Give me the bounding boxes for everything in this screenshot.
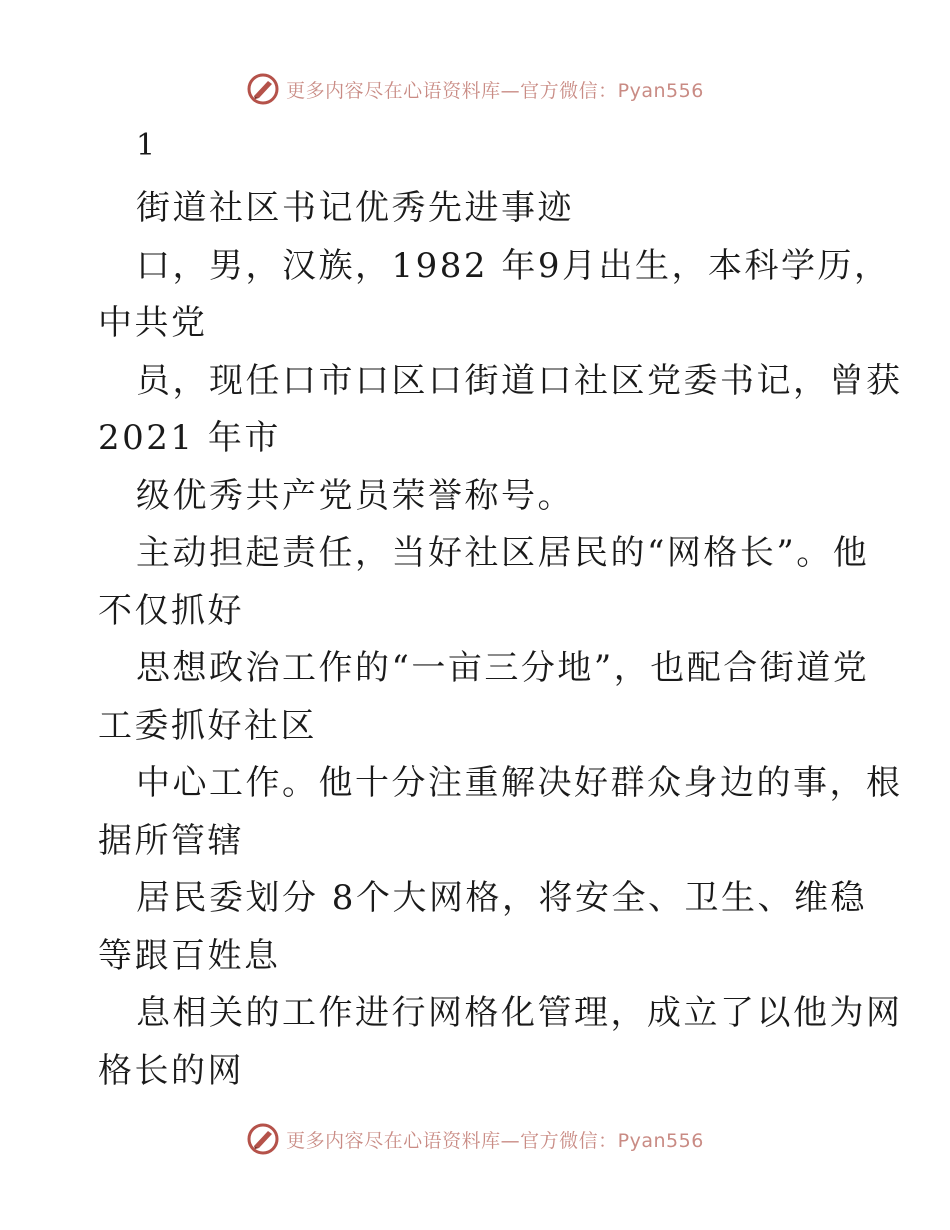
text-line: 口，男，汉族，1982 年9月出生，本科学历， [136,245,891,286]
footer-watermark [0,1122,950,1156]
text-line: 中共党 [98,303,208,343]
text-line: 级优秀共产党员荣誉称号。 [136,475,574,516]
text-line: 居民委划分 8个大网格，将安全、卫生、维稳 [136,878,867,918]
text-line: 不仅抓好 [98,590,244,631]
text-line: 思想政治工作的“一亩三分地”，也配合街道党 [136,648,870,688]
text-line: 员，现任口市口区口街道口社区党委书记，曾获 [136,360,903,401]
text-line: 中心工作。他十分注重解决好群众身边的事，根 [136,763,903,803]
text-line: 工委抓好社区 [98,705,317,746]
page-number: 1 [136,128,156,163]
text-line: 等跟百姓息 [98,935,281,976]
quill-seal-icon [246,72,280,106]
document-body [98,180,903,1100]
text-line: 息相关的工作进行网格化管理，成立了以他为网 [136,993,903,1033]
watermark-text: 更多内容尽在心语资料库—官方微信：Pyan556 [286,79,704,102]
text-line: 街道社区书记优秀先进事迹 [136,188,574,228]
text-line: 据所管辖 [98,820,244,861]
text-line: 主动担起责任，当好社区居民的“网格长”。他 [136,533,870,573]
text-line: 格长的网 [98,1050,244,1091]
text-line: 2021 年市 [98,418,281,458]
header-watermark [0,72,950,106]
watermark-text: 更多内容尽在心语资料库—官方微信：Pyan556 [286,1129,704,1152]
quill-seal-icon [246,1122,280,1156]
